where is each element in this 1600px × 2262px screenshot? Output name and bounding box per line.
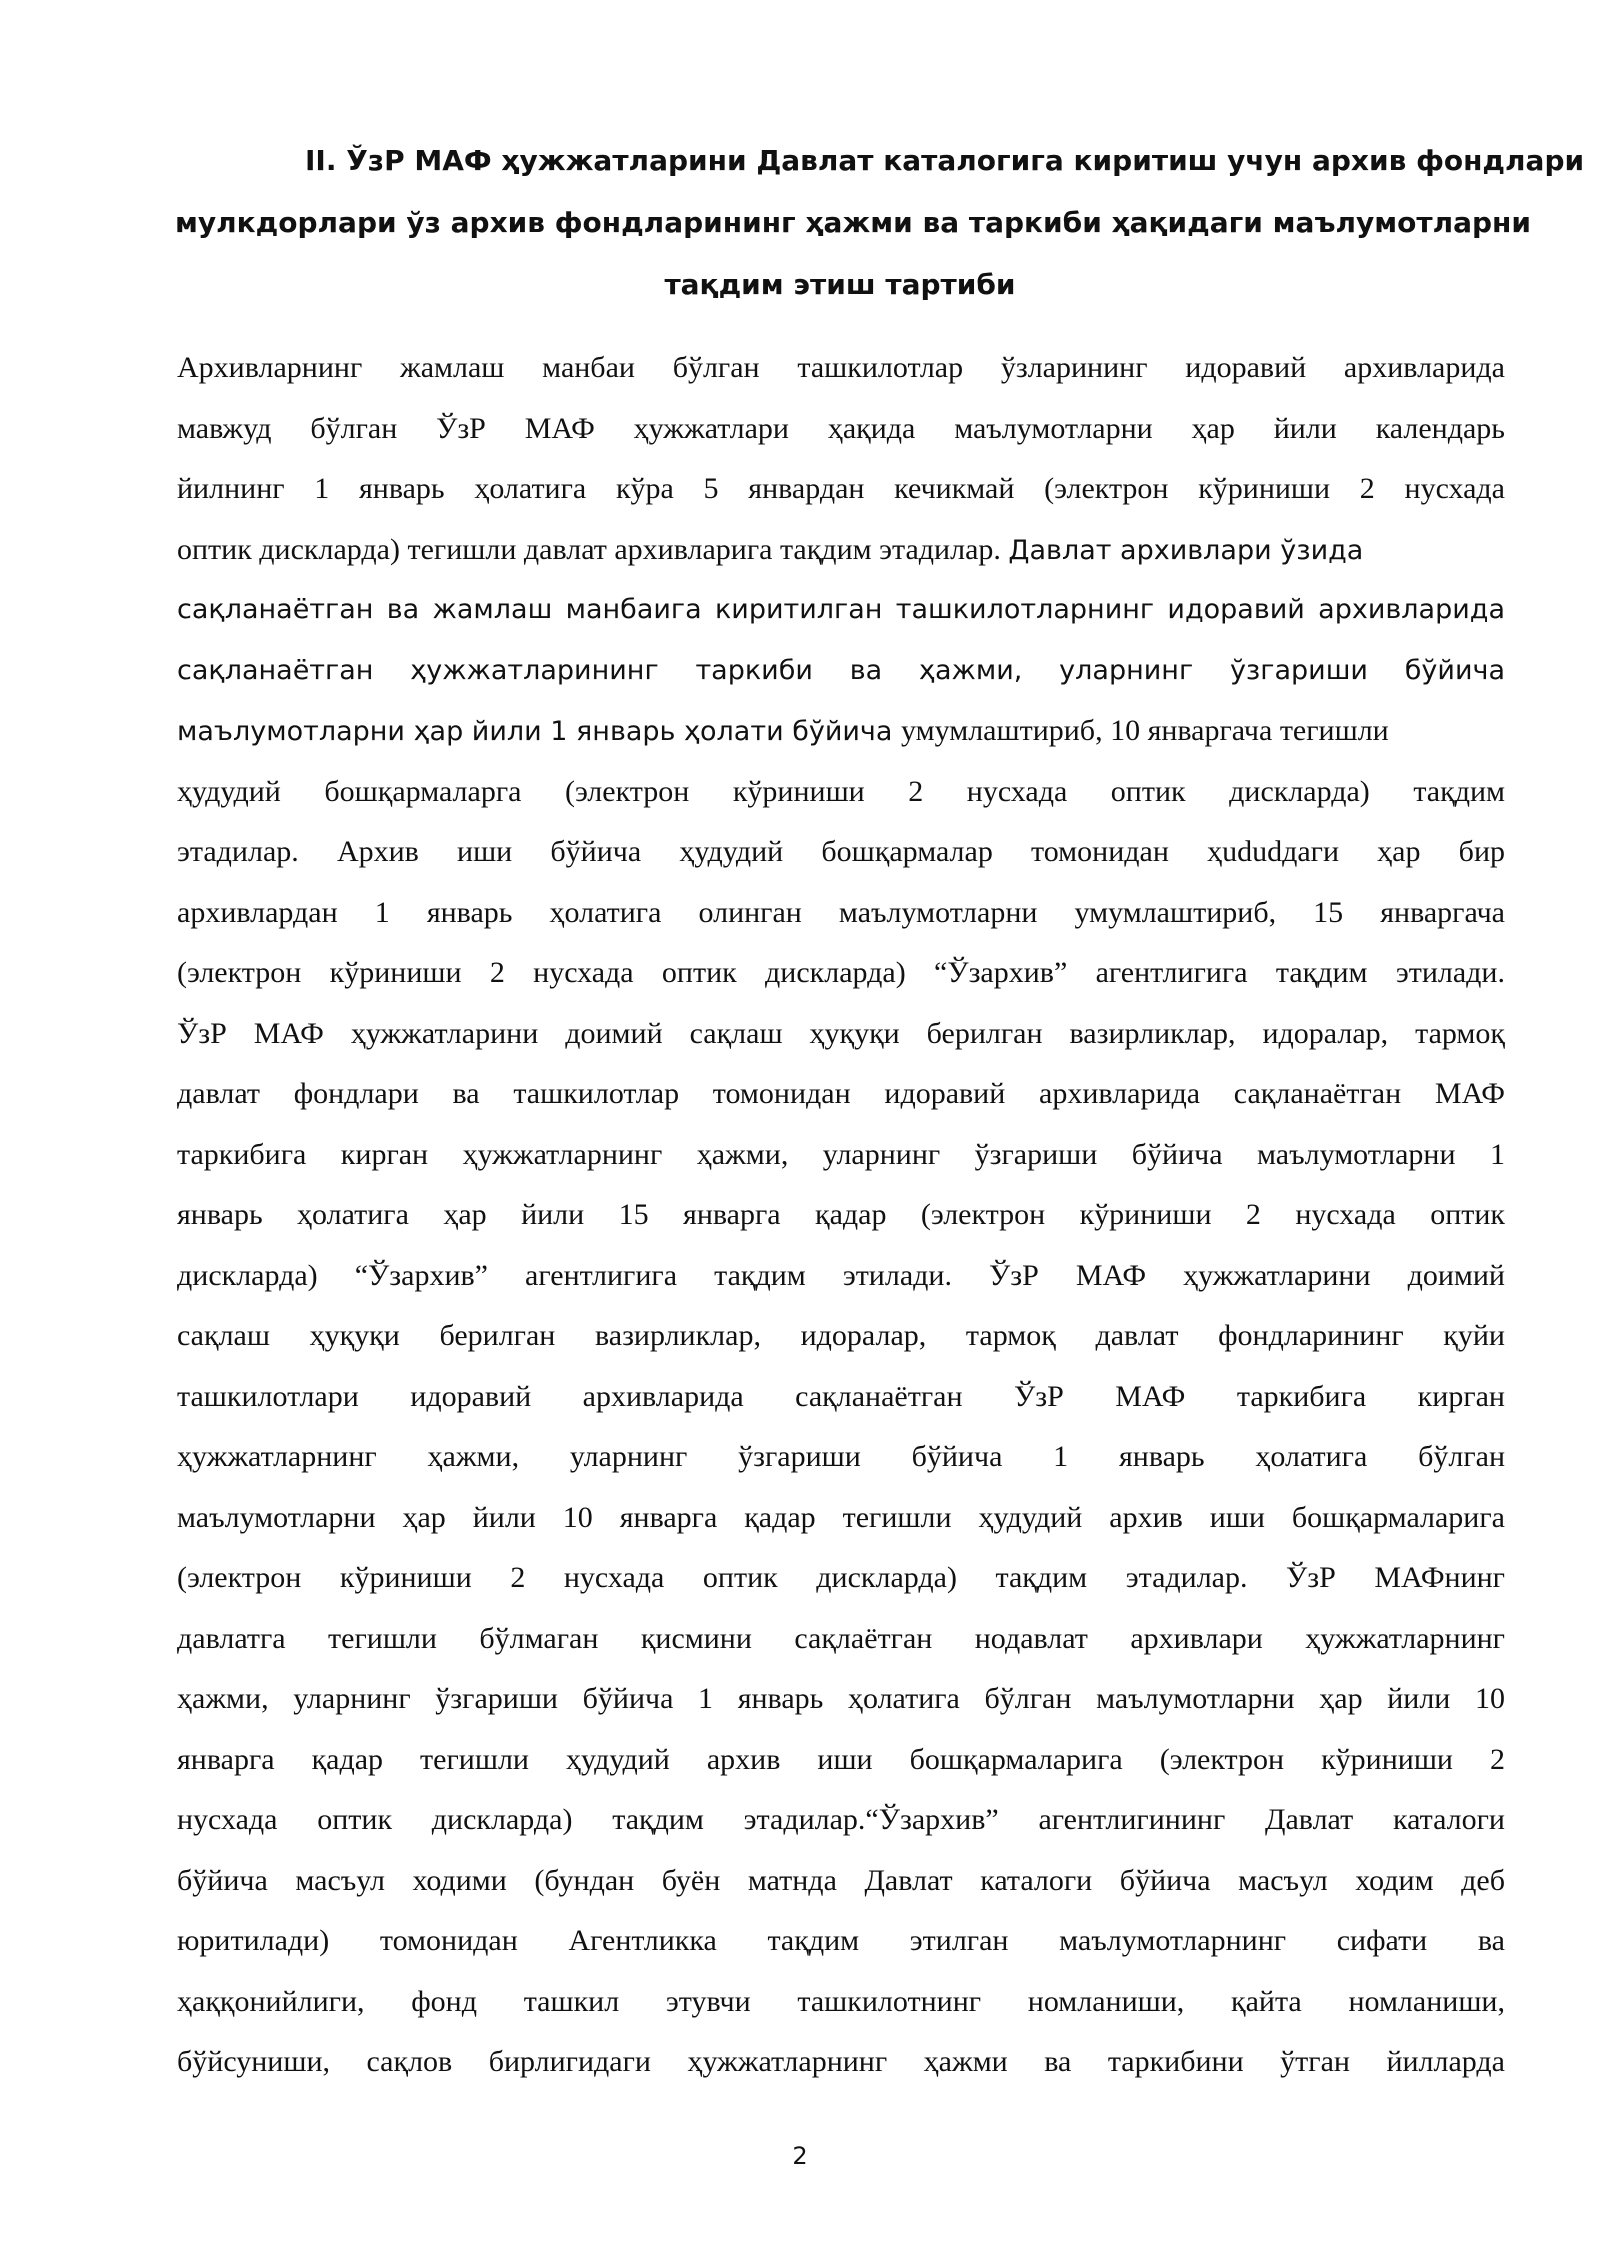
body-line: ҳажми, уларнинг ўзгариши бўйича 1 январь ҳолатига бўлган маълумотларни ҳар йили 10 <box>177 1682 1505 1715</box>
body-line-mixed <box>177 520 1505 581</box>
body-line: этадилар. Архив иши бўйича ҳудудий бошқармалар томонидан ҳududдаги ҳар бир <box>177 835 1505 868</box>
body-line: юритилади) томонидан Агентликка тақдим этилган маълумотларнинг сифати ва <box>177 1924 1505 1957</box>
body-line: (электрон кўриниши 2 нусхада оптик дискларда) “Ўзархив” агентлигига тақдим этилади. <box>177 956 1505 989</box>
body-line: ҳудудий бошқармаларга (электрон кўриниши 2 нусхада оптик дискларда) тақдим <box>177 774 1505 808</box>
body-line: (электрон кўриниши 2 нусхада оптик дискларда) тақдим этадилар. ЎзР МАФнинг <box>177 1561 1505 1594</box>
body-line: давлат фондлари ва ташкилотлар томонидан идоравий архивларида сақланаётган МАФ <box>177 1077 1505 1110</box>
section-heading <box>175 130 1585 316</box>
heading-line-2: мулкдорлари ўз архив фондларининг ҳажми ва таркиби ҳақидаги маълумотларни <box>175 206 1532 239</box>
body-line: ҳаққонийлиги, фонд ташкил этувчи ташкилотнинг номланиши, қайта номланиши, <box>177 1984 1505 2018</box>
body-line-part: оптик дискларда) тегишли давлат архивларига тақдим этадилар. <box>177 532 1001 566</box>
body-line: мавжуд бўлган ЎзР МАФ ҳужжатлари ҳақида маълумотларни ҳар йили календарь <box>177 411 1505 445</box>
body-line: сақланаётган ҳужжатларининг таркиби ва ҳажми, уларнинг ўзгариши бўйича <box>177 654 1505 686</box>
body-line: ЎзР МАФ ҳужжатларини доимий сақлаш ҳуқуқи берилган вазирликлар, идоралар, тармоқ <box>177 1016 1505 1050</box>
body-line: таркибига кирган ҳужжатларнинг ҳажми, уларнинг ўзгариши бўйича маълумотларни 1 <box>177 1137 1505 1171</box>
body-line: январга қадар тегишли ҳудудий архив иши бошқармаларига (электрон кўриниши 2 <box>177 1742 1505 1776</box>
body-line: ҳужжатларнинг ҳажми, уларнинг ўзгариши бўйича 1 январь ҳолатига бўлган <box>177 1440 1505 1473</box>
body-line-part: Давлат архивлари ўзида <box>1008 534 1364 566</box>
body-line-part: умумлаштириб, 10 январгача тегишли <box>901 714 1389 747</box>
body-line: январь ҳолатига ҳар йили 15 январга қадар (электрон кўриниши 2 нусхада оптик <box>177 1198 1505 1231</box>
body-line: нусхада оптик дискларда) тақдим этадилар.“Ўзархив” агентлигининг Давлат каталоги <box>177 1803 1505 1836</box>
body-line-mixed <box>177 701 1505 762</box>
body-line: бўйича масъул ходими (бундан буён матнда Давлат каталоги бўйича масъул ходим деб <box>177 1863 1505 1897</box>
heading-line-1: II. ЎзР МАФ ҳужжатларини Давлат каталогига киритиш учун архив фондлари <box>305 144 1585 177</box>
body-line: сақланаётган ва жамлаш манбаига киритилган ташкилотларнинг идоравий архивларида <box>177 594 1505 625</box>
heading-line-3: тақдим этиш тартиби <box>664 268 1016 301</box>
body-line: давлатга тегишли бўлмаган қисмини сақлаётган нодавлат архивлари ҳужжатларнинг <box>177 1621 1505 1655</box>
body-line: маълумотларни ҳар йили 10 январга қадар тегишли ҳудудий архив иши бошқармаларига <box>177 1500 1505 1534</box>
body-line-part: маълумотларни ҳар йили 1 январь ҳолати бўйича <box>177 716 902 747</box>
page-number: 2 <box>792 2142 808 2170</box>
body-paragraph <box>177 338 1505 2093</box>
body-line: дискларда) “Ўзархив” агентлигига тақдим этилади. ЎзР МАФ ҳужжатларини доимий <box>177 1258 1505 1292</box>
body-line: сақлаш ҳуқуқи берилган вазирликлар, идоралар, тармоқ давлат фондларининг қуйи <box>177 1319 1505 1352</box>
body-line: йилнинг 1 январь ҳолатига кўра 5 январдан кечикмай (электрон кўриниши 2 нусхада <box>177 472 1505 505</box>
body-line: бўйсуниши, сақлов бирлигидаги ҳужжатларнинг ҳажми ва таркибини ўтган йилларда <box>177 2045 1505 2078</box>
body-line: Архивларнинг жамлаш манбаи бўлган ташкилотлар ўзларининг идоравий архивларида <box>177 351 1505 384</box>
body-line: ташкилотлари идоравий архивларида сақланаётган ЎзР МАФ таркибига кирган <box>177 1379 1505 1413</box>
body-line: архивлардан 1 январь ҳолатига олинган маълумотларни умумлаштириб, 15 январгача <box>177 895 1505 929</box>
